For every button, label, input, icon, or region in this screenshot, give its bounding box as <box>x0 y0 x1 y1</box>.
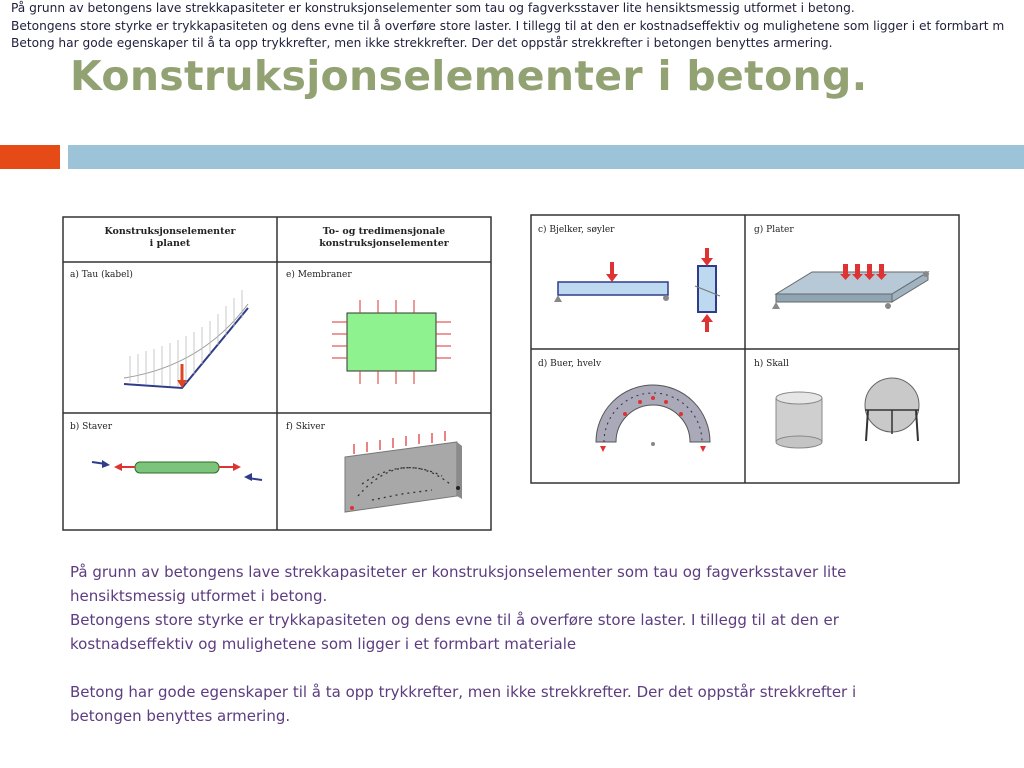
notes-line-1: På grunn av betongens lave strekkapasiteter er konstruksjonselementer som tau og fagverksstaver lite hensiktsmessig utformet i betong. <box>11 1 855 15</box>
body-text <box>70 560 940 728</box>
figure-right-table <box>530 214 960 486</box>
label-beams-columns: c) Bjelker, søyler <box>538 225 615 235</box>
accent-bar-red <box>0 145 60 169</box>
body-para1-line2: hensiktsmessig utformet i betong. <box>70 587 328 605</box>
notes-line-3: Betong har gode egenskaper til å ta opp trykkrefter, men ikke strekkrefter. Der det oppstår strekkrefter i betongen benyttes armering. <box>11 36 833 50</box>
label-shell: h) Skall <box>754 359 789 369</box>
notes-line-2: Betongens store styrke er trykkapasiteten og dens evne til å overføre store laster. I tillegg til at den er kostnadseffektiv og mulighetene som ligger i et formbart m <box>11 18 1005 33</box>
body-para2-line1: Betongens store styrke er trykkapasiteten og dens evne til å overføre store laster. I tillegg til at den er <box>70 611 839 629</box>
body-para3-line2: betongen benyttes armering. <box>70 707 291 725</box>
header-col2-line2: konstruksjonselementer <box>319 238 449 249</box>
figure-left-table <box>62 216 492 532</box>
body-para2-line2: kostnadseffektiv og mulighetene som ligger i et formbart materiale <box>70 635 577 653</box>
slide-title: Konstruksjonselementer i betong. <box>70 52 868 100</box>
label-disk: f) Skiver <box>286 422 325 432</box>
body-para3-line1: Betong har gode egenskaper til å ta opp trykkrefter, men ikke strekkrefter. Der det oppstår strekkrefter i <box>70 683 857 701</box>
membrane-illustration <box>332 300 451 384</box>
label-bar: b) Staver <box>70 422 112 432</box>
header-col1-line1: Konstruksjonselementer <box>104 226 236 237</box>
header-col2-line1: To- og tredimensjonale <box>322 226 446 237</box>
paragraph-gap <box>70 656 940 680</box>
accent-bar-blue <box>68 145 1024 169</box>
header-col1-line2: i planet <box>149 238 191 249</box>
label-membrane: e) Membraner <box>286 270 352 280</box>
label-arches-vaults: d) Buer, hvelv <box>538 359 602 369</box>
label-cable: a) Tau (kabel) <box>70 270 133 280</box>
body-para1-line1: På grunn av betongens lave strekkapasiteter er konstruksjonselementer som tau og fagverksstaver lite <box>70 563 847 581</box>
speaker-notes <box>11 0 1024 53</box>
label-plates: g) Plater <box>754 225 794 235</box>
